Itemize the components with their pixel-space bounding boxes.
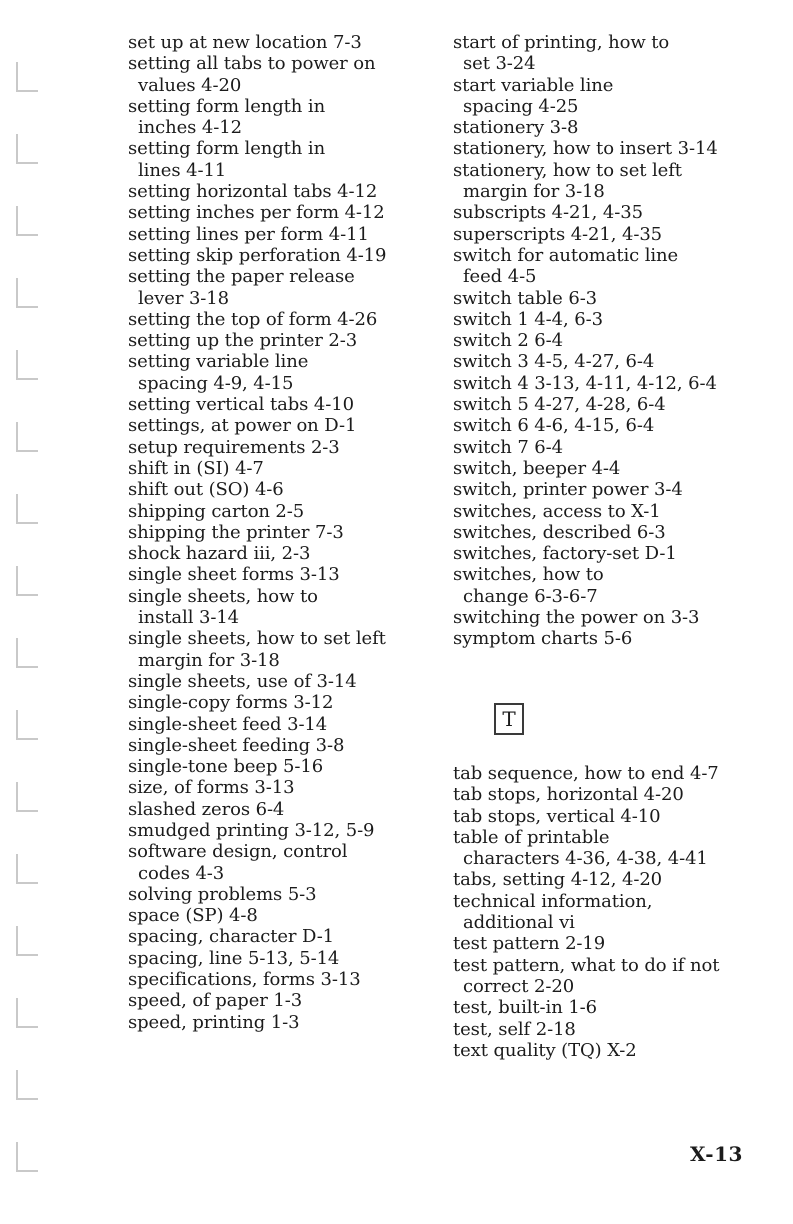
index-entry bbox=[128, 394, 428, 415]
index-entry-text: setting vertical tabs 4-10 bbox=[128, 394, 354, 416]
index-entry-text: settings, at power on D-1 bbox=[128, 415, 357, 437]
index-entry-text: symptom charts 5-6 bbox=[453, 628, 633, 650]
index-entry bbox=[128, 522, 428, 543]
index-entry-text: setting all tabs to power on bbox=[128, 53, 376, 75]
index-entry-text: tab sequence, how to end 4-7 bbox=[453, 763, 719, 784]
index-entry bbox=[453, 458, 753, 479]
binder-mark bbox=[16, 1070, 38, 1100]
index-entry-continuation: feed 4-5 bbox=[463, 266, 537, 288]
index-entry bbox=[128, 458, 428, 479]
index-entry bbox=[128, 948, 428, 969]
index-entry bbox=[128, 181, 428, 202]
index-entry-text: solving problems 5-3 bbox=[128, 883, 317, 905]
binder-mark bbox=[16, 638, 38, 668]
index-entry bbox=[128, 415, 428, 436]
index-entry bbox=[453, 1040, 753, 1061]
index-entry bbox=[453, 891, 753, 934]
index-entry bbox=[128, 990, 428, 1011]
index-entry bbox=[128, 96, 428, 139]
index-entry-text: setting inches per form 4-12 bbox=[128, 202, 385, 224]
index-entry-text: setting form length in bbox=[128, 95, 326, 117]
index-entry-text: set up at new location 7-3 bbox=[128, 32, 362, 53]
index-entry-continuation: additional vi bbox=[463, 912, 575, 934]
index-entry bbox=[128, 501, 428, 522]
index-entry-text: shipping carton 2-5 bbox=[128, 500, 305, 522]
index-entry-text: smudged printing 3-12, 5-9 bbox=[128, 819, 375, 841]
index-entry-text: switch for automatic line bbox=[453, 244, 679, 266]
index-entry bbox=[128, 735, 428, 756]
index-entry bbox=[128, 202, 428, 223]
index-entry bbox=[453, 607, 753, 628]
index-entry-continuation: install 3-14 bbox=[138, 607, 240, 629]
index-entry-continuation: lever 3-18 bbox=[138, 287, 229, 309]
index-entry bbox=[453, 543, 753, 564]
index-entry-text: speed, of paper 1-3 bbox=[128, 990, 303, 1012]
index-entry-continuation: values 4-20 bbox=[138, 74, 242, 96]
index-entry-text: stationery, how to insert 3-14 bbox=[453, 138, 718, 160]
index-entry-continuation: margin for 3-18 bbox=[138, 649, 280, 671]
index-entry bbox=[453, 351, 753, 372]
index-entry bbox=[128, 884, 428, 905]
index-entry bbox=[128, 564, 428, 585]
binder-mark bbox=[16, 782, 38, 812]
index-entry bbox=[453, 75, 753, 118]
index-entry bbox=[128, 628, 428, 671]
index-entry-text: setting up the printer 2-3 bbox=[128, 330, 358, 352]
index-entry-text: switch 7 6-4 bbox=[453, 436, 563, 458]
index-entry-text: switch 2 6-4 bbox=[453, 330, 563, 352]
index-entry bbox=[453, 373, 753, 394]
index-entry-text: tab stops, vertical 4-10 bbox=[453, 805, 661, 827]
index-entry bbox=[453, 869, 753, 890]
index-entry bbox=[453, 997, 753, 1018]
index-entry bbox=[128, 1012, 428, 1033]
index-entry bbox=[128, 479, 428, 500]
index-entry bbox=[453, 224, 753, 245]
index-entry-text: switch 1 4-4, 6-3 bbox=[453, 308, 603, 330]
index-entry bbox=[453, 160, 753, 203]
index-entry-text: single sheets, how to set left bbox=[128, 628, 386, 650]
index-entry-text: switches, access to X-1 bbox=[453, 500, 661, 522]
index-entry-text: shift out (SO) 4-6 bbox=[128, 479, 284, 501]
index-entry-continuation: inches 4-12 bbox=[138, 117, 242, 139]
index-entry bbox=[128, 351, 428, 394]
index-entry-text: setting the top of form 4-26 bbox=[128, 308, 378, 330]
index-entry bbox=[128, 820, 428, 841]
index-entry-text: start variable line bbox=[453, 74, 614, 96]
index-entry-text: start of printing, how to bbox=[453, 32, 670, 53]
binder-mark bbox=[16, 134, 38, 164]
binder-mark bbox=[16, 62, 38, 92]
index-entry-continuation: characters 4-36, 4-38, 4-41 bbox=[463, 848, 708, 870]
index-entry bbox=[128, 756, 428, 777]
index-entry-text: switches, how to bbox=[453, 564, 604, 586]
index-entry-text: shipping the printer 7-3 bbox=[128, 521, 344, 543]
index-entry bbox=[453, 564, 753, 607]
index-entry-text: setting form length in bbox=[128, 138, 326, 160]
index-entry-text: single-tone beep 5-16 bbox=[128, 756, 324, 778]
index-entry bbox=[453, 138, 753, 159]
index-entry bbox=[128, 309, 428, 330]
index-entry bbox=[453, 394, 753, 415]
index-entry bbox=[453, 933, 753, 954]
index-entry-continuation: codes 4-3 bbox=[138, 862, 225, 884]
index-entry-text: space (SP) 4-8 bbox=[128, 905, 258, 927]
index-entry-text: table of printable bbox=[453, 826, 610, 848]
index-entry-text: tabs, setting 4-12, 4-20 bbox=[453, 869, 663, 891]
index-entry-text: text quality (TQ) X-2 bbox=[453, 1039, 637, 1061]
index-entry-text: stationery, how to set left bbox=[453, 159, 682, 181]
index-entry-text: setting horizontal tabs 4-12 bbox=[128, 181, 378, 203]
index-entry bbox=[128, 437, 428, 458]
index-entry-text: test pattern, what to do if not bbox=[453, 954, 720, 976]
index-entry-text: setting the paper release bbox=[128, 266, 355, 288]
binder-mark bbox=[16, 350, 38, 380]
index-entry-continuation: change 6-3-6-7 bbox=[463, 585, 598, 607]
index-entry-text: switch 4 3-13, 4-11, 4-12, 6-4 bbox=[453, 372, 717, 394]
binder-mark bbox=[16, 998, 38, 1028]
index-entry bbox=[128, 692, 428, 713]
index-entry-text: single-sheet feed 3-14 bbox=[128, 713, 328, 735]
index-entry-text: test pattern 2-19 bbox=[453, 933, 606, 955]
binder-mark bbox=[16, 710, 38, 740]
index-entry bbox=[128, 905, 428, 926]
index-entry bbox=[128, 671, 428, 692]
index-entry bbox=[453, 1019, 753, 1040]
index-entry-text: stationery 3-8 bbox=[453, 117, 579, 139]
binder-mark bbox=[16, 1142, 38, 1172]
index-entry-text: tab stops, horizontal 4-20 bbox=[453, 784, 684, 806]
binder-mark bbox=[16, 854, 38, 884]
index-column-left bbox=[128, 32, 428, 1033]
page-number: X-13 bbox=[690, 1142, 743, 1166]
index-entry-text: shock hazard iii, 2-3 bbox=[128, 543, 311, 565]
index-entry-text: test, self 2-18 bbox=[453, 1018, 576, 1040]
index-entry bbox=[128, 53, 428, 96]
index-entry-text: technical information, bbox=[453, 890, 653, 912]
index-entry-text: single sheets, use of 3-14 bbox=[128, 670, 357, 692]
index-entry bbox=[453, 827, 753, 870]
index-entry-text: setting variable line bbox=[128, 351, 309, 373]
index-entry-text: switches, factory-set D-1 bbox=[453, 543, 677, 565]
index-entry bbox=[128, 841, 428, 884]
index-entry-text: switch table 6-3 bbox=[453, 287, 598, 309]
index-entry-text: superscripts 4-21, 4-35 bbox=[453, 223, 663, 245]
index-entry bbox=[128, 266, 428, 309]
index-column-right-t bbox=[453, 763, 753, 1061]
index-entry bbox=[453, 309, 753, 330]
index-entry-text: single-sheet feeding 3-8 bbox=[128, 734, 345, 756]
index-entry-text: setting lines per form 4-11 bbox=[128, 223, 369, 245]
index-entry bbox=[453, 32, 753, 75]
index-entry bbox=[453, 245, 753, 288]
index-entry bbox=[128, 586, 428, 629]
index-entry-text: shift in (SI) 4-7 bbox=[128, 457, 264, 479]
index-entry-text: single sheet forms 3-13 bbox=[128, 564, 340, 586]
index-entry-text: switch 6 4-6, 4-15, 6-4 bbox=[453, 415, 655, 437]
index-entry-text: slashed zeros 6-4 bbox=[128, 798, 285, 820]
binder-hole-marks bbox=[0, 0, 60, 1224]
index-entry bbox=[453, 628, 753, 649]
index-entry bbox=[128, 224, 428, 245]
index-entry-text: switch 3 4-5, 4-27, 6-4 bbox=[453, 351, 655, 373]
index-entry bbox=[128, 714, 428, 735]
index-entry-text: switches, described 6-3 bbox=[453, 521, 666, 543]
index-entry-text: single-copy forms 3-12 bbox=[128, 692, 334, 714]
index-entry-continuation: margin for 3-18 bbox=[463, 181, 605, 203]
index-entry-text: single sheets, how to bbox=[128, 585, 318, 607]
index-entry-text: spacing, line 5-13, 5-14 bbox=[128, 947, 340, 969]
index-entry-text: test, built-in 1-6 bbox=[453, 997, 598, 1019]
index-entry-text: setup requirements 2-3 bbox=[128, 436, 340, 458]
index-entry bbox=[128, 799, 428, 820]
index-entry-continuation: set 3-24 bbox=[463, 53, 536, 75]
index-entry bbox=[128, 245, 428, 266]
index-entry-continuation: spacing 4-25 bbox=[463, 95, 579, 117]
index-entry bbox=[453, 117, 753, 138]
index-entry-text: spacing, character D-1 bbox=[128, 926, 335, 948]
section-letter-t: T bbox=[494, 703, 524, 735]
index-entry bbox=[453, 437, 753, 458]
index-entry bbox=[453, 288, 753, 309]
index-entry-continuation: spacing 4-9, 4-15 bbox=[138, 372, 294, 394]
index-entry bbox=[453, 501, 753, 522]
index-entry bbox=[128, 330, 428, 351]
binder-mark bbox=[16, 422, 38, 452]
binder-mark bbox=[16, 494, 38, 524]
index-entry bbox=[128, 32, 428, 53]
index-entry bbox=[128, 543, 428, 564]
index-entry-text: switch 5 4-27, 4-28, 6-4 bbox=[453, 394, 666, 416]
index-entry bbox=[453, 784, 753, 805]
index-entry-continuation: correct 2-20 bbox=[463, 975, 575, 997]
binder-mark bbox=[16, 566, 38, 596]
index-entry bbox=[128, 926, 428, 947]
binder-mark bbox=[16, 206, 38, 236]
index-entry bbox=[453, 415, 753, 436]
index-entry bbox=[453, 522, 753, 543]
index-entry-text: switching the power on 3-3 bbox=[453, 607, 700, 629]
index-entry bbox=[453, 202, 753, 223]
index-entry bbox=[453, 763, 753, 784]
binder-mark bbox=[16, 926, 38, 956]
index-entry-text: switch, printer power 3-4 bbox=[453, 479, 683, 501]
index-entry bbox=[128, 138, 428, 181]
index-entry-text: size, of forms 3-13 bbox=[128, 777, 295, 799]
index-entry bbox=[128, 777, 428, 798]
index-entry-text: switch, beeper 4-4 bbox=[453, 457, 621, 479]
index-entry-text: speed, printing 1-3 bbox=[128, 1011, 300, 1033]
index-entry-text: specifications, forms 3-13 bbox=[128, 969, 361, 991]
index-entry bbox=[453, 955, 753, 998]
index-entry-text: setting skip perforation 4-19 bbox=[128, 244, 387, 266]
index-entry-text: software design, control bbox=[128, 841, 348, 863]
index-entry bbox=[453, 479, 753, 500]
index-entry bbox=[453, 330, 753, 351]
index-column-right-s bbox=[453, 32, 753, 650]
index-entry bbox=[128, 969, 428, 990]
binder-mark bbox=[16, 278, 38, 308]
index-entry bbox=[453, 806, 753, 827]
index-entry-continuation: lines 4-11 bbox=[138, 159, 227, 181]
index-entry-text: subscripts 4-21, 4-35 bbox=[453, 202, 643, 224]
